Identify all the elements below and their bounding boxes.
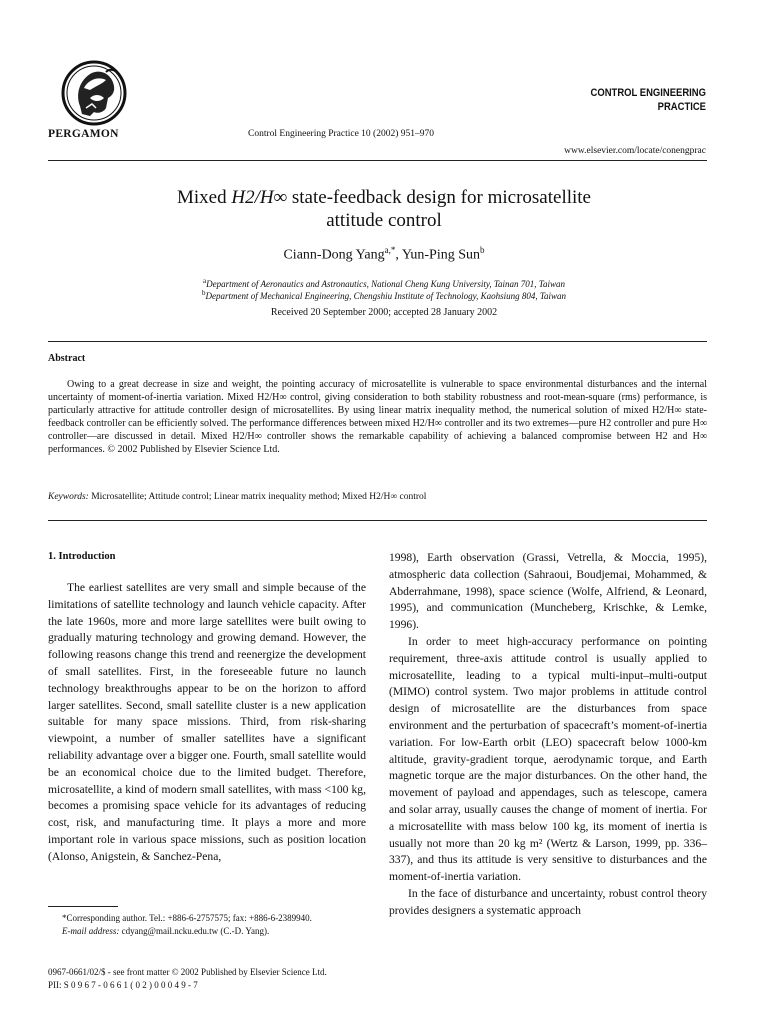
abstract-top-divider (48, 341, 707, 342)
keywords-divider (48, 520, 707, 521)
affiliation-a: $^a$Department of Aeronautics and Astronautics, National Cheng Kung University, Tainan 701, Taiwan (203, 277, 565, 289)
paragraph: In order to meet high-accuracy performance on pointing requirement, three-axis attitude control is usually applied to microsatellite, leading to a typical multi-input–multi-output (MIMO) control system. Two major problems in attitude control design of microsatellite are the disturbances from space environment and the perturbation of spacecraft’s moment-of-inertia variation. For low-Earth orbit (LEO) spacecraft below 1000-km altitude, gravity-gradient torque, aerodynamic torque, and Earth magnetic torque are the major disturbances. On the other hand, the movement of payload and appendages, such as telescope, camera and solar array, usually causes the change of moment of inertia. For a microsatellite with mass below 100 kg, its moment of inertia is usually not more than 20 kg m² (Wertz & Larson, 1999, pp. 336–337), and thus its attitude is very sensitive to disturbances and the moment-of-inertia variation. (389, 634, 707, 884)
journal-reference: Control Engineering Practice 10 (2002) 951–970 (248, 129, 435, 139)
affiliation-b: $^b$Department of Mechanical Engineering, Chengshiu Institute of Technology, Kaohsiung 804, Taiwan (201, 289, 567, 301)
footnote: *Corresponding author. Tel.: +886-6-2757575; fax: +886-6-2389940. E-mail address: cdyang@mail.ncku.edu.tw (C.-D. Yang). (62, 913, 312, 936)
footnote-divider (48, 906, 118, 907)
abstract-heading: Abstract (48, 353, 86, 364)
author-list: Ciann-Dong Yang$^{a,*}$, Yun-Ping Sun$^b$ (283, 245, 485, 263)
paragraph: The earliest satellites are very small and simple because of the limitations of satellite technology and launch vehicle capacity. After the late 1960s, more and more large satellites were built owing to gradually maturing technology and growing demand. However, the following reasons change this trend and reenergize the development of small satellites. First, in the foreseeable future no launch technology breakthroughs appear to be on the horizon to afford larger satellites. Second, small satellite cluster is a new application suitable for many space missions. Third, from risk-sharing viewpoint, a number of smaller satellites have a significant reliability advantage over a bigger one. Fourth, small satellite would be an economical choice due to the limited budget. Therefore, microsatellite, a kind of modern small satellites, with mass <100 kg, becomes a promising space vehicle for its advantages of reducing cost, risk, and manufacturing time. It plays a more and more important role in various space missions, such as position location (Alonso, Anigstein, & Sanchez-Pena, (48, 581, 366, 863)
journal-url[interactable]: www.elsevier.com/locate/conengprac (564, 146, 706, 156)
publisher-name: PERGAMON (48, 128, 119, 140)
paragraph: In the face of disturbance and uncertainty, robust control theory provides designers a systematic approach (389, 886, 707, 917)
section-heading: 1. Introduction (48, 551, 116, 562)
author-name: Ciann-Dong Yang (283, 247, 385, 263)
keywords: Keywords: Microsatellite; Attitude control; Linear matrix inequality method; Mixed H2/H∞ control (48, 492, 427, 502)
abstract-text: Owing to a great decrease in size and weight, the pointing accuracy of microsatellite is vulnerable to space environmental disturbances and the internal uncertainty of moment-of-inertia variation. Mixed H2/H∞ control, giving consideration to both stability robustness and root-mean-square (rms) performance, is particularly attractive for attitude controller design of microsatellites. By using linear matrix inequality method, the numerical solution of mixed H2/H∞ state-feedback controller can be efficiently solved. The performance differences between mixed H2/H∞ controller and its two extremes—pure H2 controller and pure H∞ controller—are discussed in detail. Mixed H2/H∞ controller shows the remarkable capability of achieving a balanced compromise between H2 and H∞ performances. © 2002 Published by Elsevier Science Ltd. (48, 379, 707, 456)
front-matter-info: 0967-0661/02/$ - see front matter © 2002 Published by Elsevier Science Ltd. PII: S 0 9 6 7 - 0 6 6 1 ( 0 2 ) 0 0 0 4 9 - 7 (48, 967, 327, 990)
received-dates: Received 20 September 2000; accepted 28 January 2002 (270, 307, 498, 318)
pergamon-logo-icon (60, 58, 128, 128)
author-email[interactable]: cdyang@mail.ncku.edu.tw (C.-D. Yang). (119, 925, 270, 936)
article-title: Mixed H2/H∞ state-feedback design for microsatellite attitude control (176, 187, 591, 231)
left-column (48, 580, 366, 866)
author-name: Yun-Ping Sun (401, 247, 481, 263)
paragraph: 1998), Earth observation (Grassi, Vetrella, & Moccia, 1995), atmospheric data collection (Sahraoui, Boudjemai, Mohammed, & Abderrahmane, 1998), space science (Wolfe, Alfriend, & Leonard, 1995), and communication (Muncheberg, Krischke, & Lemke, 1996). (389, 551, 707, 632)
header-divider (48, 160, 707, 161)
right-column (389, 550, 707, 920)
journal-name: CONTROL ENGINEERING PRACTICE (590, 87, 706, 113)
